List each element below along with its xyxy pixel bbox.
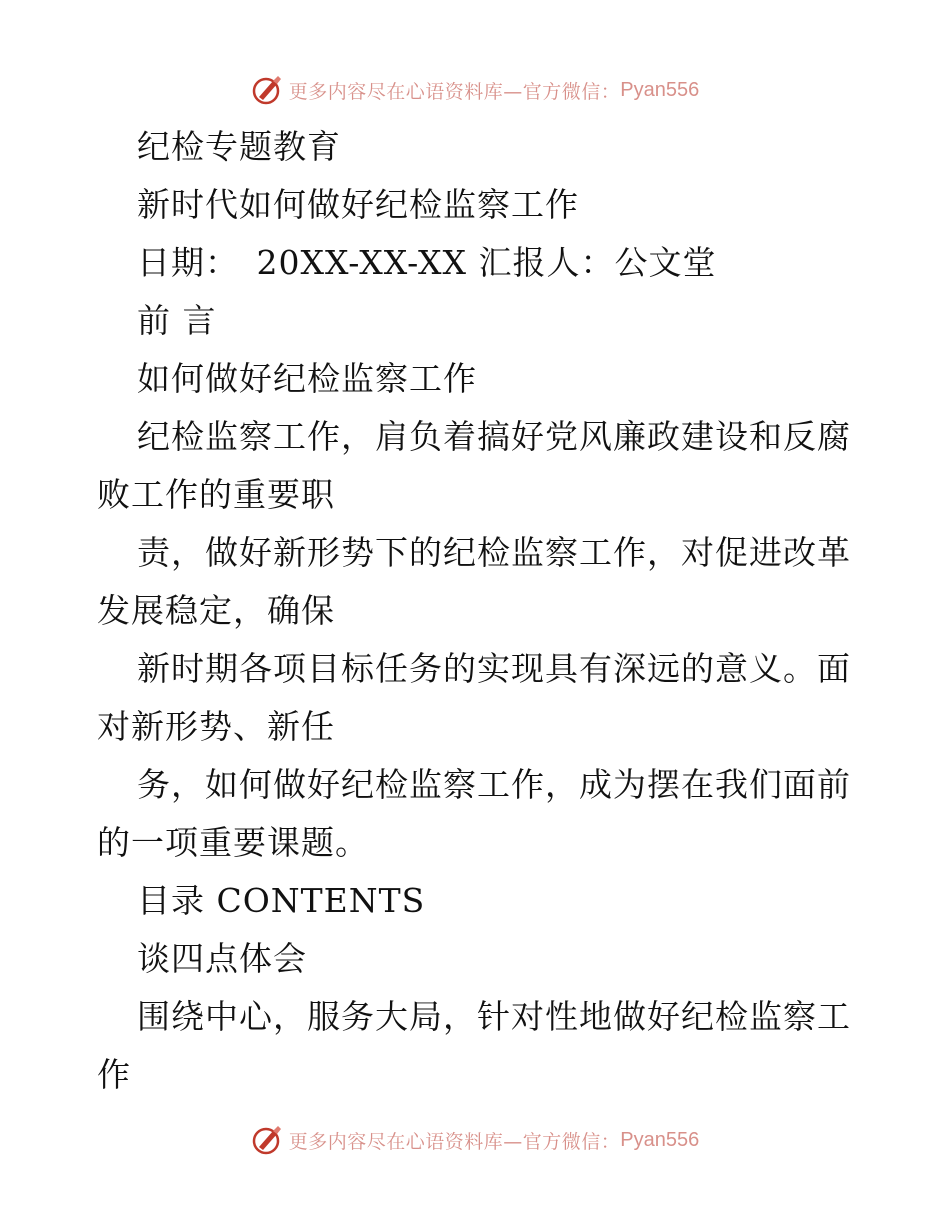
doc-line: 目录 CONTENTS <box>137 881 426 920</box>
doc-line: 败工作的重要职 <box>97 475 335 514</box>
doc-line: 日期： 20XX-XX-XX 汇报人：公文堂 <box>137 243 717 282</box>
watermark-text: 更多内容尽在心语资料库—官方微信： <box>288 1130 621 1153</box>
doc-line: 的一项重要课题。 <box>97 823 369 862</box>
doc-line: 围绕中心，服务大局，针对性地做好纪检监察工 <box>137 997 851 1036</box>
doc-line: 如何做好纪检监察工作 <box>137 359 477 398</box>
doc-line: 务，如何做好纪检监察工作，成为摆在我们面前 <box>137 765 851 804</box>
pen-logo-icon <box>251 1123 285 1157</box>
doc-line: 作 <box>97 1055 131 1094</box>
footer-watermark <box>0 1120 950 1160</box>
doc-line: 谈四点体会 <box>137 939 307 978</box>
watermark-wechat-id: Pyan556 <box>620 1128 700 1151</box>
doc-line: 发展稳定，确保 <box>97 591 335 630</box>
pen-logo-icon <box>251 73 285 107</box>
document-body <box>97 118 857 1104</box>
doc-line: 前 言 <box>137 301 217 340</box>
doc-line: 新时代如何做好纪检监察工作 <box>137 185 579 224</box>
doc-line: 纪检监察工作，肩负着搞好党风廉政建设和反腐 <box>137 417 851 456</box>
watermark-wechat-id: Pyan556 <box>620 78 700 101</box>
doc-line: 新时期各项目标任务的实现具有深远的意义。面 <box>137 649 851 688</box>
header-watermark <box>0 70 950 110</box>
doc-line: 纪检专题教育 <box>137 127 341 166</box>
doc-line: 责，做好新形势下的纪检监察工作，对促进改革 <box>137 533 851 572</box>
doc-line: 对新形势、新任 <box>97 707 335 746</box>
watermark-text: 更多内容尽在心语资料库—官方微信： <box>288 80 621 103</box>
